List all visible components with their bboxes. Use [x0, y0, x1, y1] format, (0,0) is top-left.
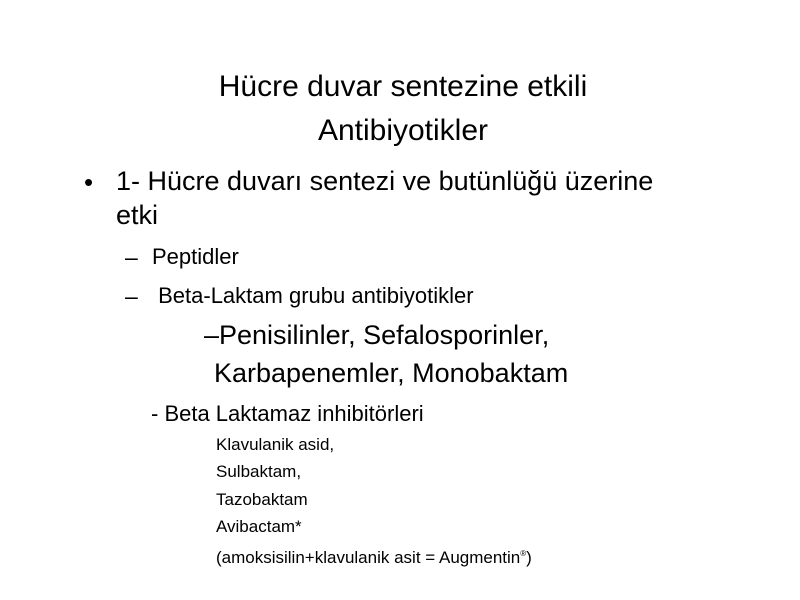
inhibitor-item: Avibactam* [216, 517, 302, 536]
main-point-line-2: etki [116, 200, 159, 230]
inhibitor-item: Sulbaktam, [216, 462, 302, 481]
inhibitor-item: Klavulanik asid, [216, 435, 335, 454]
slide-title-line-2: Antibiyotikler [317, 114, 489, 147]
beta-lactam-types-line-1: –Penisilinler, Sefalosporinler, [204, 320, 550, 350]
slide-title-line-1: Hücre duvar sentezine etkili [218, 70, 588, 103]
example-note [216, 543, 532, 569]
registered-mark: ® [520, 549, 527, 558]
inhibitor-item: Tazobaktam [216, 490, 308, 509]
sub-point-peptidler: Peptidler [152, 244, 239, 269]
sub-point-beta-laktam: Beta-Laktam grubu antibiyotikler [152, 283, 474, 308]
example-text: (amoksisilin+klavulanik asit = Augmentin [216, 548, 521, 567]
example-close: ) [526, 548, 532, 567]
inhibitors-heading: - Beta Laktamaz inhibitörleri [151, 401, 424, 426]
beta-lactam-types-line-2: Karbapenemler, Monobaktam [214, 358, 569, 388]
dash-icon: – [125, 283, 138, 309]
main-point-line-1: 1- Hücre duvarı sentezi ve butünlüğü üzerine [116, 166, 654, 196]
bullet-icon: • [84, 167, 94, 197]
dash-icon: – [125, 244, 138, 270]
